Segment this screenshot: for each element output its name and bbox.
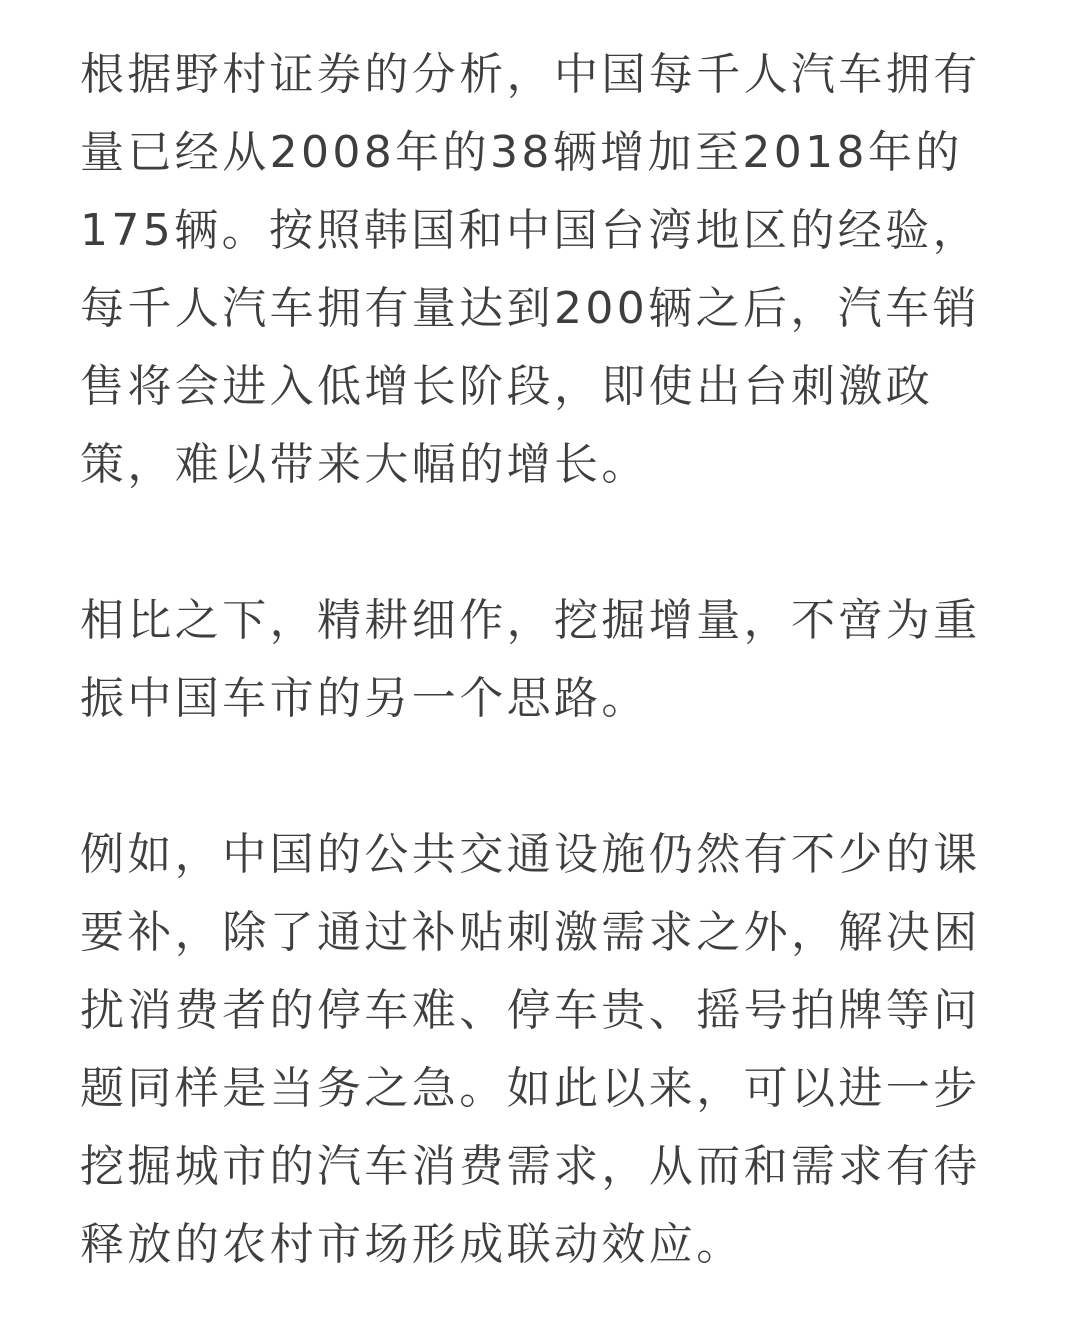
text-line: 量已经从2008年的38辆增加至2018年的: [80, 127, 963, 178]
text-line: 振中国车市的另一个思路。: [80, 673, 649, 724]
paragraph-spacer: [80, 504, 1000, 582]
paragraph-spacer: [80, 738, 1000, 816]
text-line: 售将会进入低增长阶段，即使出台刺激政: [80, 361, 934, 412]
text-line: 扰消费者的停车难、停车贵、摇号拍牌等问: [80, 985, 981, 1036]
text-line: 每千人汽车拥有量达到200辆之后，汽车销: [80, 283, 980, 334]
paragraph-2: [80, 582, 1000, 738]
text-line: 根据野村证券的分析，中国每千人汽车拥有: [80, 49, 981, 100]
text-line: 相比之下，精耕细作，挖掘增量，不啻为重: [80, 595, 981, 646]
text-line: 释放的农村市场形成联动效应。: [80, 1219, 744, 1270]
paragraph-1: [80, 36, 1000, 504]
text-line: 例如，中国的公共交通设施仍然有不少的课: [80, 829, 981, 880]
text-line: 175辆。按照韩国和中国台湾地区的经验，: [80, 205, 980, 256]
article-body: [80, 36, 1000, 1284]
text-line: 题同样是当务之急。如此以来，可以进一步: [80, 1063, 981, 1114]
text-line: 策，难以带来大幅的增长。: [80, 439, 649, 490]
text-line: 要补，除了通过补贴刺激需求之外，解决困: [80, 907, 981, 958]
text-line: 挖掘城市的汽车消费需求，从而和需求有待: [80, 1141, 981, 1192]
paragraph-3: [80, 816, 1000, 1284]
